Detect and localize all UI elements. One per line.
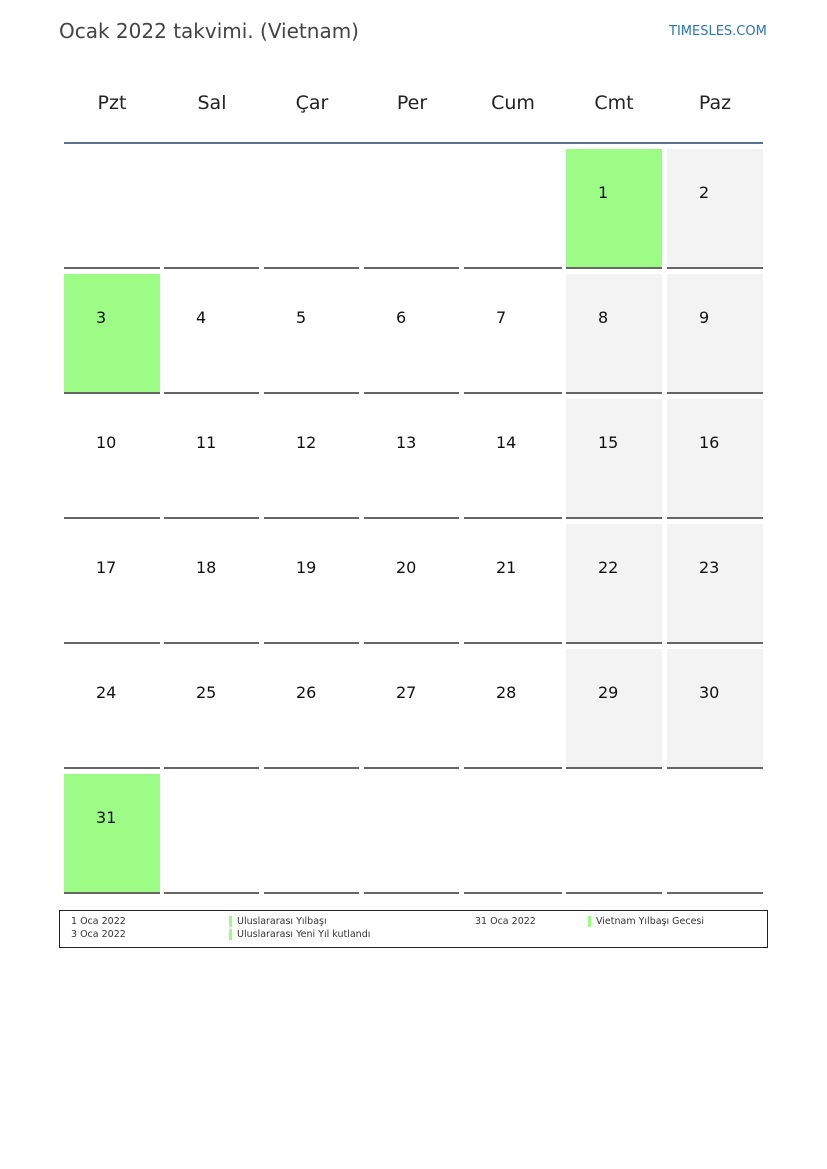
day-number: 23 bbox=[699, 558, 720, 577]
day-cell bbox=[667, 274, 763, 394]
day-number: 11 bbox=[196, 433, 217, 452]
day-number: 17 bbox=[96, 558, 117, 577]
holiday-legend bbox=[59, 910, 768, 948]
legend-color-marker bbox=[229, 916, 232, 927]
empty-day-cell bbox=[264, 774, 359, 894]
legend-color-marker bbox=[588, 916, 591, 927]
day-cell bbox=[264, 524, 359, 644]
day-number: 19 bbox=[296, 558, 317, 577]
day-cell bbox=[164, 524, 259, 644]
day-cell bbox=[264, 649, 359, 769]
empty-day-cell bbox=[464, 149, 562, 269]
day-cell bbox=[667, 149, 763, 269]
day-cell bbox=[264, 399, 359, 519]
day-number: 8 bbox=[598, 308, 609, 327]
day-cell bbox=[364, 399, 459, 519]
day-number: 4 bbox=[196, 308, 207, 327]
day-number: 14 bbox=[496, 433, 517, 452]
day-cell bbox=[464, 399, 562, 519]
day-cell bbox=[566, 649, 662, 769]
day-number: 1 bbox=[598, 183, 609, 202]
day-cell bbox=[64, 524, 160, 644]
day-cell bbox=[64, 399, 160, 519]
weekday-header-wed: Çar bbox=[295, 92, 329, 114]
weekday-header-sat: Cmt bbox=[594, 92, 634, 114]
day-cell bbox=[164, 649, 259, 769]
day-number: 16 bbox=[699, 433, 720, 452]
empty-day-cell bbox=[64, 149, 160, 269]
day-number: 9 bbox=[699, 308, 710, 327]
day-cell bbox=[64, 649, 160, 769]
empty-day-cell bbox=[464, 774, 562, 894]
empty-day-cell bbox=[364, 774, 459, 894]
weekday-header-fri: Cum bbox=[491, 92, 535, 114]
day-number: 25 bbox=[196, 683, 217, 702]
day-number: 13 bbox=[396, 433, 417, 452]
day-cell bbox=[364, 274, 459, 394]
site-link[interactable]: TIMESLES.COM bbox=[669, 24, 767, 39]
day-cell bbox=[164, 399, 259, 519]
day-cell bbox=[566, 524, 662, 644]
day-cell bbox=[364, 649, 459, 769]
day-number: 22 bbox=[598, 558, 619, 577]
day-cell bbox=[164, 274, 259, 394]
day-number: 31 bbox=[96, 808, 117, 827]
day-number: 7 bbox=[496, 308, 507, 327]
day-number: 20 bbox=[396, 558, 417, 577]
legend-date: 3 Oca 2022 bbox=[71, 929, 126, 940]
day-cell bbox=[364, 524, 459, 644]
day-number: 27 bbox=[396, 683, 417, 702]
day-number: 3 bbox=[96, 308, 107, 327]
day-cell bbox=[64, 274, 160, 394]
header-divider bbox=[64, 142, 763, 144]
day-cell bbox=[667, 524, 763, 644]
day-number: 6 bbox=[396, 308, 407, 327]
legend-holiday-name: Uluslararası Yeni Yıl kutlandı bbox=[237, 929, 371, 940]
empty-day-cell bbox=[667, 774, 763, 894]
day-cell bbox=[64, 774, 160, 894]
weekday-header-thu: Per bbox=[396, 92, 428, 114]
day-number: 10 bbox=[96, 433, 117, 452]
day-cell bbox=[264, 274, 359, 394]
weekday-header-tue: Sal bbox=[197, 92, 227, 114]
legend-holiday-name: Uluslararası Yılbaşı bbox=[237, 916, 327, 927]
day-cell bbox=[566, 149, 662, 269]
legend-date: 31 Oca 2022 bbox=[475, 916, 536, 927]
empty-day-cell bbox=[364, 149, 459, 269]
day-cell bbox=[464, 274, 562, 394]
day-number: 21 bbox=[496, 558, 517, 577]
weekday-header-mon: Pzt bbox=[97, 92, 127, 114]
day-cell bbox=[667, 649, 763, 769]
day-cell bbox=[464, 649, 562, 769]
day-number: 12 bbox=[296, 433, 317, 452]
day-number: 18 bbox=[196, 558, 217, 577]
page-title: Ocak 2022 takvimi. (Vietnam) bbox=[59, 19, 359, 43]
weekday-header-sun: Paz bbox=[698, 92, 732, 114]
empty-day-cell bbox=[566, 774, 662, 894]
day-cell bbox=[566, 399, 662, 519]
empty-day-cell bbox=[164, 149, 259, 269]
empty-day-cell bbox=[164, 774, 259, 894]
day-number: 29 bbox=[598, 683, 619, 702]
day-number: 5 bbox=[296, 308, 307, 327]
day-cell bbox=[566, 274, 662, 394]
empty-day-cell bbox=[264, 149, 359, 269]
day-number: 24 bbox=[96, 683, 117, 702]
legend-color-marker bbox=[229, 929, 232, 940]
day-cell bbox=[667, 399, 763, 519]
day-number: 26 bbox=[296, 683, 317, 702]
day-number: 30 bbox=[699, 683, 720, 702]
day-number: 2 bbox=[699, 183, 710, 202]
legend-holiday-name: Vietnam Yılbaşı Gecesi bbox=[596, 916, 705, 927]
day-number: 28 bbox=[496, 683, 517, 702]
day-number: 15 bbox=[598, 433, 619, 452]
legend-date: 1 Oca 2022 bbox=[71, 916, 126, 927]
day-cell bbox=[464, 524, 562, 644]
